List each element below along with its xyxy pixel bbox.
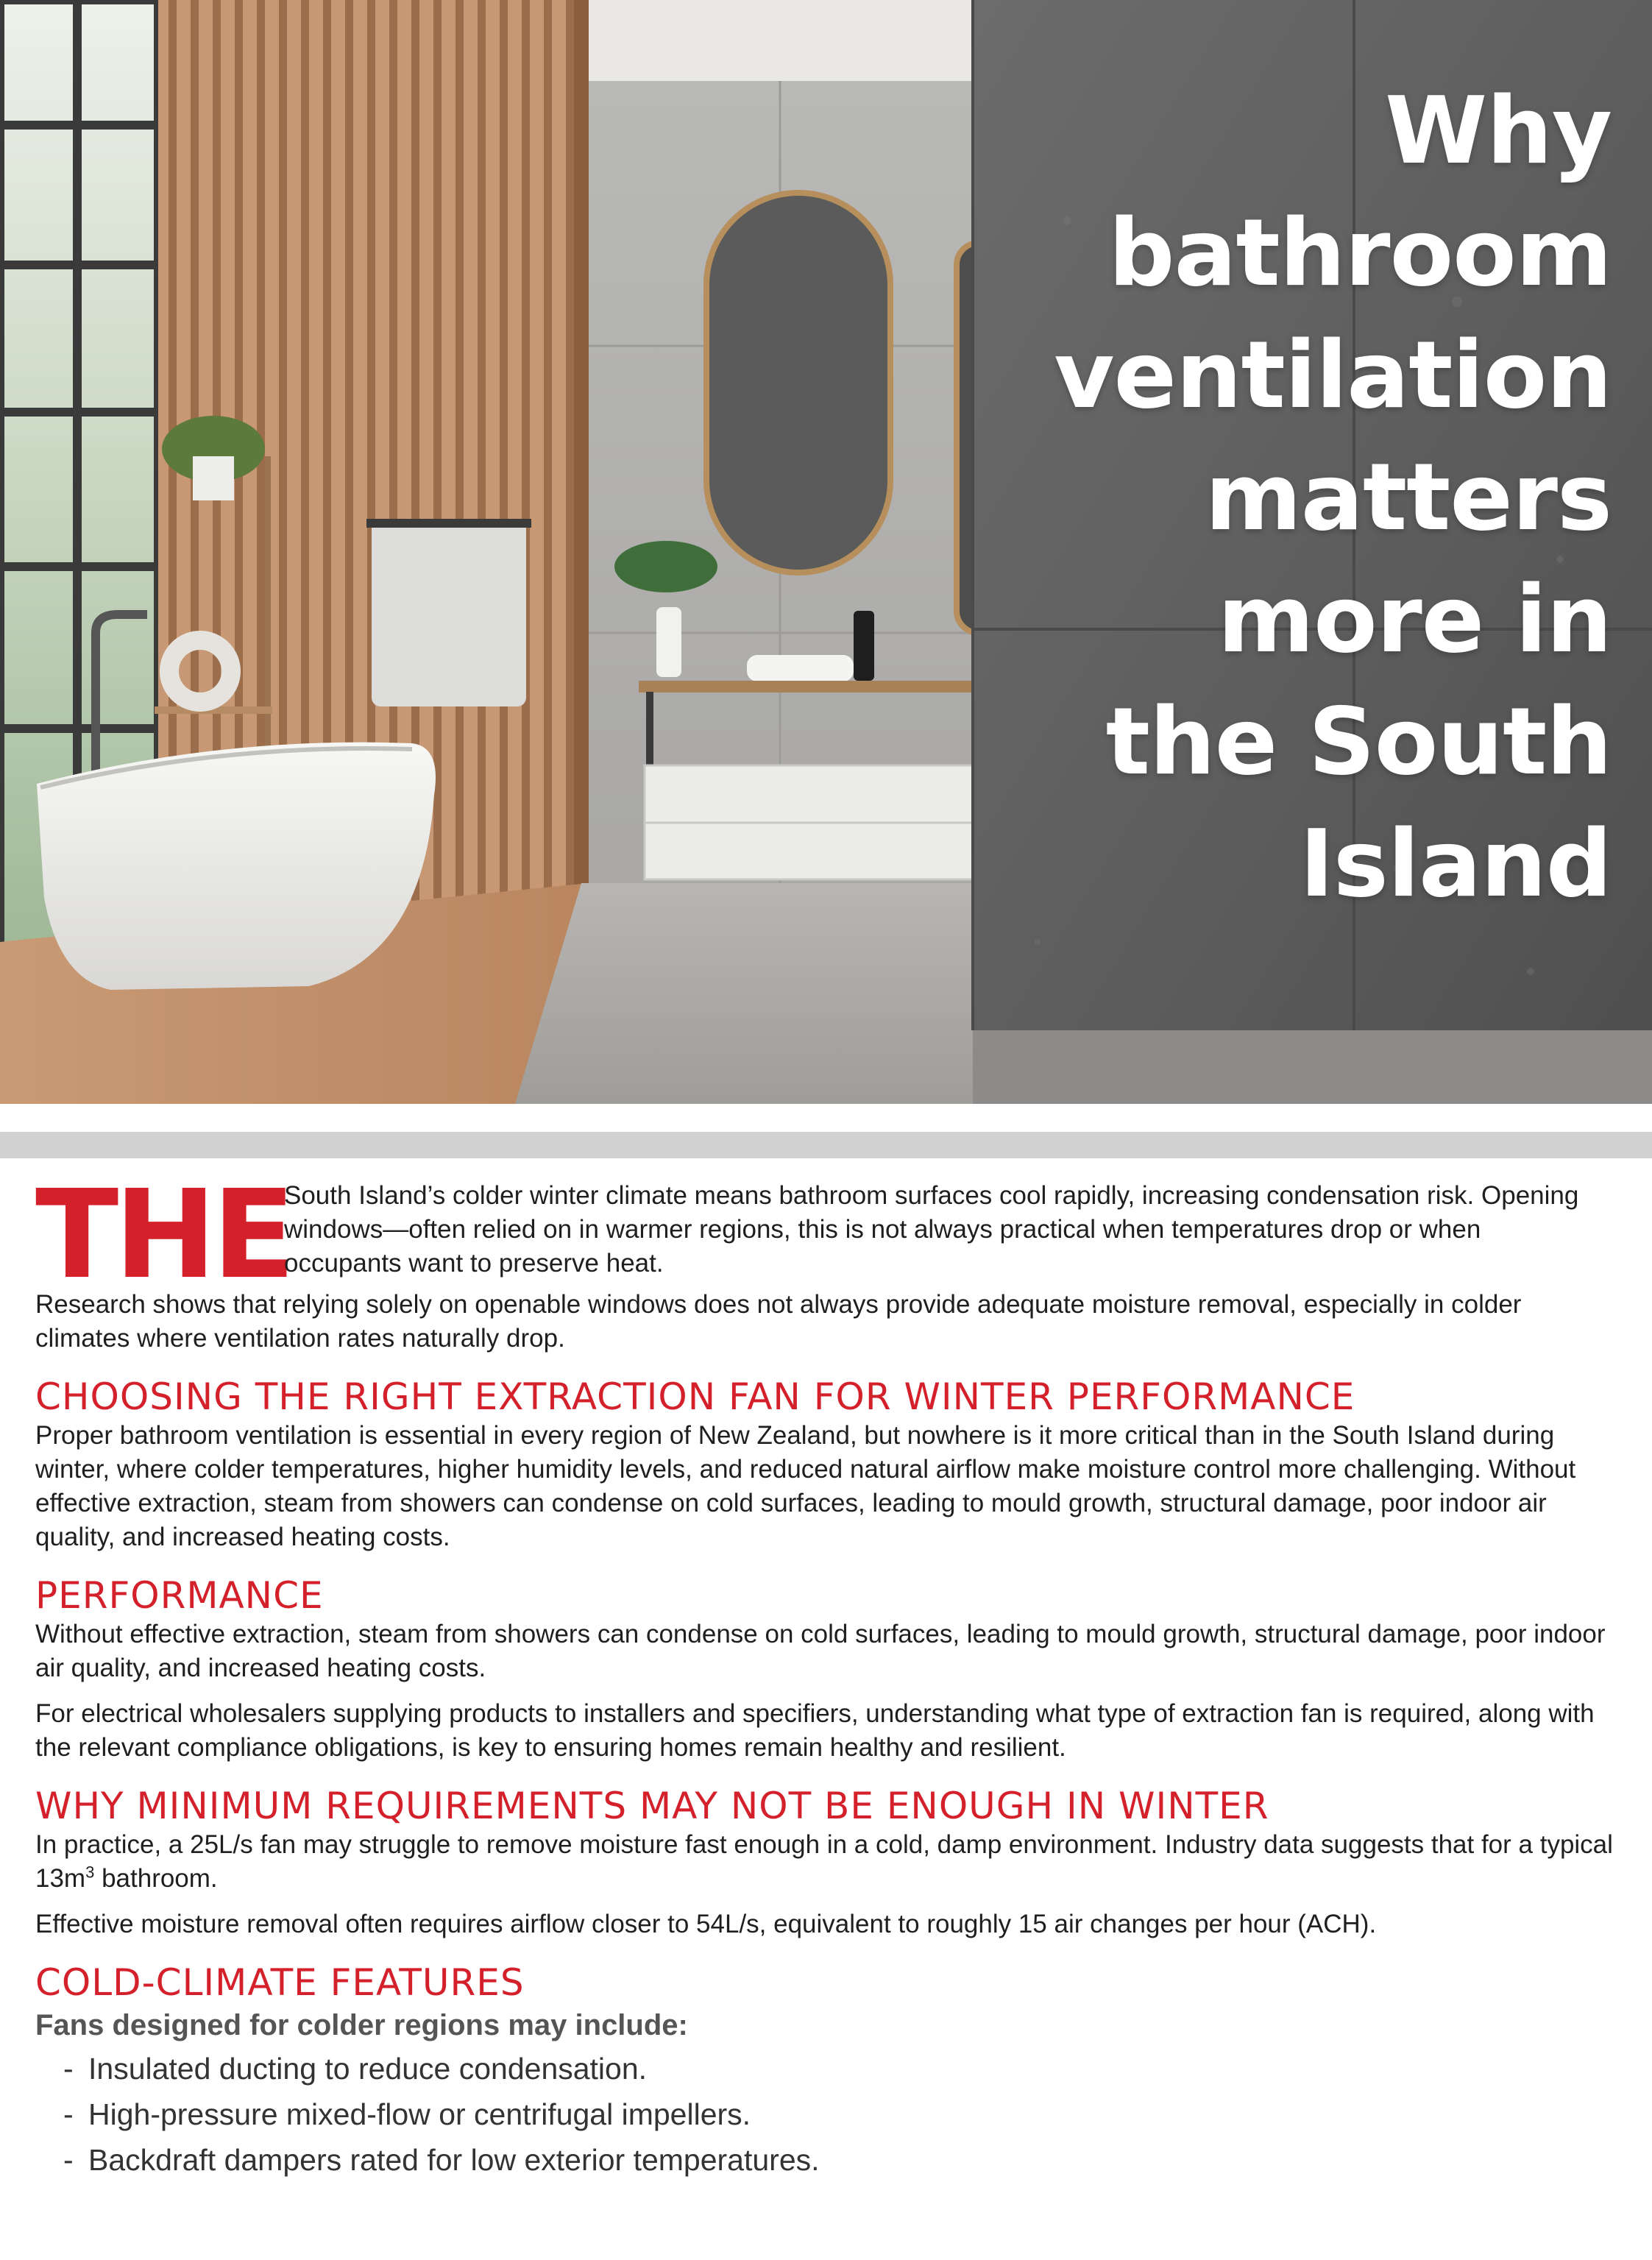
list-item-text: Backdraft dampers rated for low exterior temperatures. (88, 2143, 820, 2177)
headline-line: Why (1385, 77, 1612, 185)
lead-text: Fans designed for colder regions may include: (35, 2009, 688, 2041)
bullet-marker: - (63, 2097, 74, 2131)
headline-line: more in (1217, 565, 1612, 673)
feature-list (35, 2046, 1617, 2183)
intro-block (35, 1164, 1617, 1306)
headline-line: bathroom (1108, 199, 1612, 307)
section-paragraph: Effective moisture removal often requires airflow closer to 54L/s, equivalent to roughly 15 air changes per hour (ACH). (35, 1910, 1377, 1938)
headline-line: the South (1105, 687, 1612, 796)
section-paragraph: Proper bathroom ventilation is essential in every region of New Zealand, but nowhere is it more critical than in the South Island during winter, where colder temperatures, higher humidity levels, and reduced natural airflow make moisture control more challenging. Without effective extraction, steam from showers can condense on cold surfaces, leading to mould growth, structural damage, poor indoor air quality, and increased heating costs. (35, 1421, 1576, 1551)
section-paragraph: Without effective extraction, steam from showers can condense on cold surfaces, leading to mould growth, structural damage, poor indoor air quality, and increased heating costs. (35, 1620, 1606, 1682)
intro-follow-paragraph: Research shows that relying solely on openable windows does not always provide adequate moisture removal, especially in colder climates where ventilation rates naturally drop. (35, 1290, 1522, 1353)
section-cold-climate-features (35, 1960, 1617, 2183)
section-paragraph: For electrical wholesalers supplying products to installers and specifiers, understanding what type of extraction fan is required, along with the relevant compliance obligations, is key to ensuring homes remain healthy and resilient. (35, 1699, 1595, 1762)
section-heading: PERFORMANCE (35, 1574, 324, 1617)
superscript: 3 (85, 1863, 95, 1882)
headline-line: Island (1300, 810, 1612, 918)
list-item (63, 2046, 1617, 2091)
headline (802, 70, 1612, 925)
text-run: In practice, a 25L/s fan may struggle to remove moisture fast enough in a cold, damp environment. Industry data suggests that for a typical 13m (35, 1830, 1613, 1893)
section-performance (35, 1573, 1617, 1765)
section-heading: COLD-CLIMATE FEATURES (35, 1961, 525, 2004)
section-heading: CHOOSING THE RIGHT EXTRACTION FAN FOR WINTER PERFORMANCE (35, 1375, 1355, 1418)
drop-cap: THE (35, 1164, 291, 1306)
text-run: bathroom. (94, 1864, 218, 1893)
list-item (63, 2091, 1617, 2137)
list-item-text: Insulated ducting to reduce condensation. (88, 2052, 648, 2086)
headline-line: ventilation (1054, 321, 1612, 429)
list-item-text: High-pressure mixed-flow or centrifugal impellers. (88, 2097, 751, 2131)
headline-line: matters (1205, 443, 1612, 551)
bullet-marker: - (63, 2143, 74, 2177)
section-choosing-fan (35, 1375, 1617, 1554)
section-paragraph (35, 1828, 1617, 1896)
article-body (35, 1164, 1617, 2183)
divider-bar (0, 1132, 1652, 1158)
section-heading: WHY MINIMUM REQUIREMENTS MAY NOT BE ENOUGH IN WINTER (35, 1785, 1269, 1827)
hero-image (0, 0, 1652, 1104)
list-item (63, 2137, 1617, 2183)
intro-text: South Island’s colder winter climate means bathroom surfaces cool rapidly, increasing condensation risk. Opening windows—often relied on in warmer regions, this is not always practical when temperatures drop or when occupants want to preserve heat. (284, 1181, 1579, 1278)
bullet-marker: - (63, 2052, 74, 2086)
section-minimum-requirements (35, 1784, 1617, 1941)
